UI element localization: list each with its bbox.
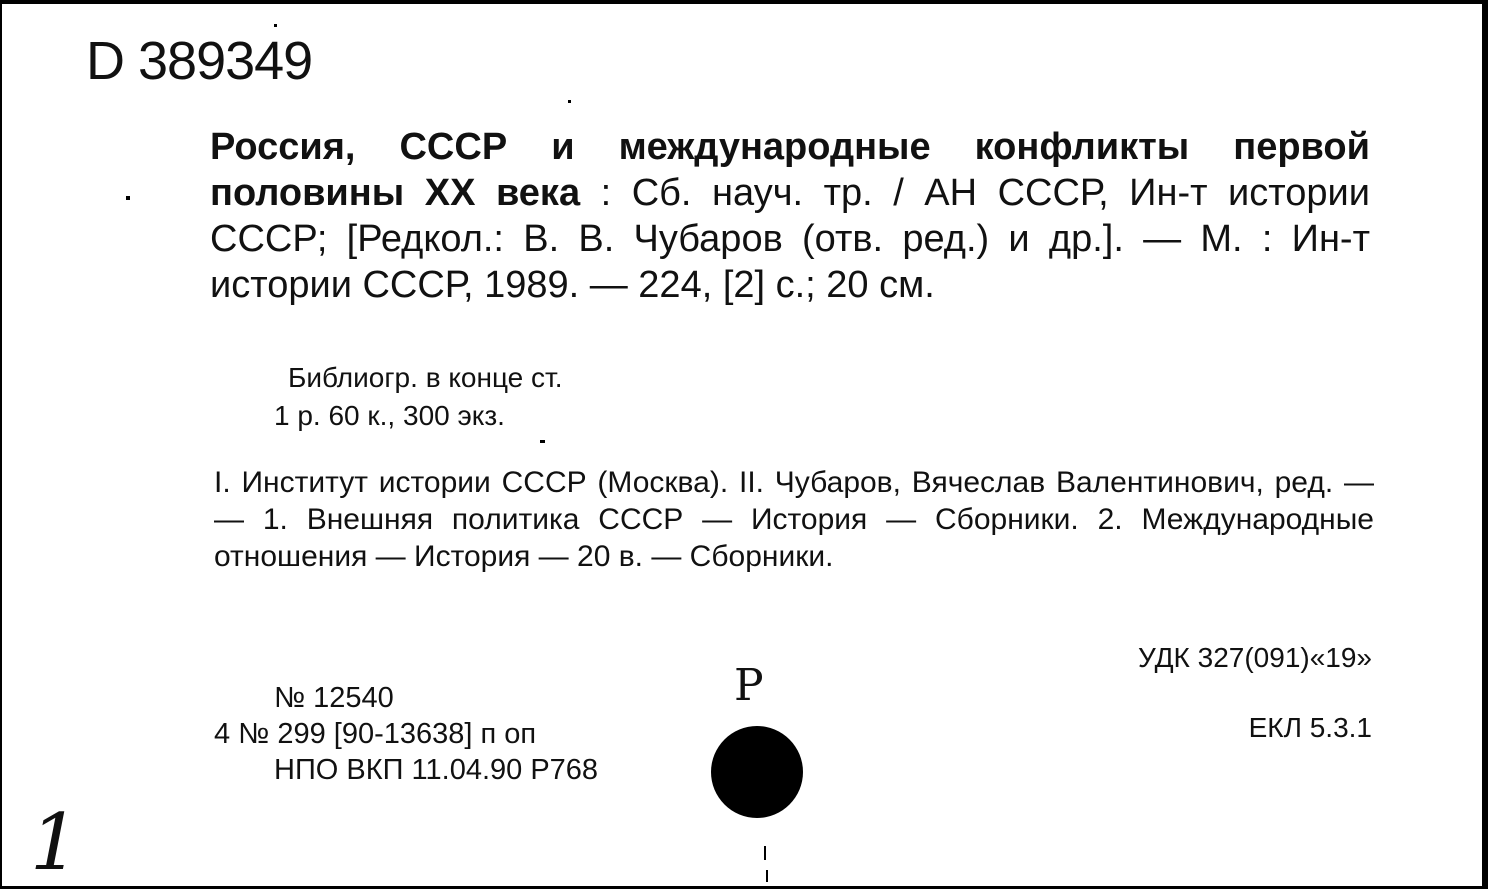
udk-code: УДК 327(091)«19» — [1138, 642, 1372, 673]
call-number: D 389349 — [86, 31, 313, 91]
book-title: Россия, СССР и международные конфликты первой половины XX века — [210, 126, 1370, 214]
price-print-run: 1 р. 60 к., 300 экз. — [274, 400, 505, 431]
speck — [766, 870, 768, 882]
speck — [568, 100, 571, 103]
speck — [540, 440, 545, 443]
accession-number: № 12540 — [274, 682, 394, 714]
subject-tracings: I. Институт истории СССР (Москва). II. Чубаров, Вячеслав Валентинович, ред. — — 1. Внешняя политика СССР — История — Сборники. 2. Международные отношения — История — 20 в. — Сборники. — [214, 466, 1374, 573]
handwritten-1-mark: 1 — [30, 798, 80, 888]
publication-details: : Сб. науч. тр. / АН СССР, Ин-т истории СССР; [Редкол.: В. В. Чубаров (отв. ред.) и др.]. — М. : Ин-т истории СССР, 1989. — 224, [2] с.; 20 см. — [210, 172, 1370, 306]
accession-line-3: НПО ВКП 11.04.90 Р768 — [274, 754, 599, 786]
main-entry — [210, 124, 1370, 308]
ekl-code: ЕКЛ 5.3.1 — [1248, 712, 1372, 743]
speck — [274, 24, 277, 27]
speck — [764, 846, 766, 860]
punch-hole — [711, 726, 803, 818]
handwritten-r-mark: Р — [734, 660, 764, 711]
accession-line-2: 4 № 299 [90-13638] п оп — [214, 718, 537, 750]
bibliography-note: Библиогр. в конце ст. — [288, 362, 563, 393]
speck — [126, 196, 130, 200]
